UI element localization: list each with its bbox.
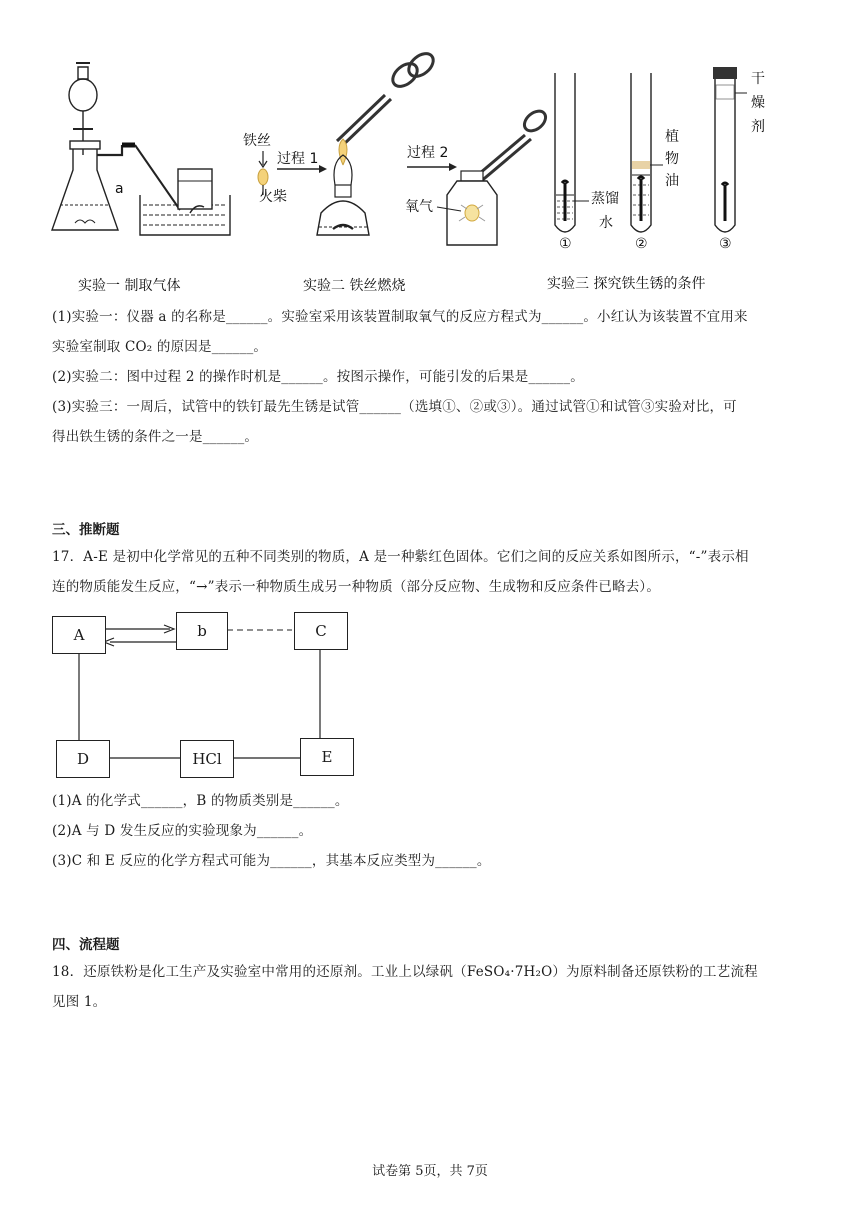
vegetable-oil-label-3: 油 [665, 173, 679, 189]
q16-line-3: (2)实验二：图中过程 2 的操作时机是______。按图示操作，可能引发的后果是______。 [52, 369, 584, 385]
experiment-figures [40, 45, 830, 295]
desiccant-label-1: 干 [751, 71, 765, 87]
tube-3-label: ③ [719, 236, 732, 252]
question-16-parts [52, 302, 812, 452]
experiment-2-apparatus [235, 45, 555, 294]
q17-sub-1: (1)A 的化学式______，B 的物质类别是______。 [52, 793, 349, 809]
tube-1-label: ① [559, 236, 572, 252]
gas-generation-apparatus-drawing [40, 45, 240, 245]
node-D: D [56, 740, 110, 778]
experiment-1-apparatus [40, 45, 240, 294]
node-b: b [176, 612, 228, 650]
node-C: C [294, 612, 348, 650]
experiment-1-caption: 实验一 制取气体 [78, 278, 181, 294]
vegetable-oil-label-1: 植 [665, 129, 679, 145]
q17-stem-line-2: 连的物质能发生反应，“→”表示一种物质生成另一种物质（部分反应物、生成物和反应条件已略去）。 [52, 579, 661, 595]
q17-reaction-diagram [52, 612, 362, 782]
desiccant-label-3: 剂 [751, 119, 765, 135]
question-18-stem [52, 957, 812, 1017]
apparatus-a-label: a [115, 181, 124, 197]
q18-line-2: 见图 1。 [52, 994, 107, 1010]
rust-condition-tubes-drawing [545, 45, 805, 255]
experiment-2-caption: 实验二 铁丝燃烧 [303, 278, 406, 294]
iron-wire-label: 铁丝 [243, 133, 271, 149]
node-E: E [300, 738, 354, 776]
step-1-label: 过程 1 [277, 151, 319, 167]
page-footer: 试卷第 5页，共 7页 [372, 1164, 488, 1179]
section-4-title: 四、流程题 [52, 937, 120, 953]
vegetable-oil-label-2: 物 [665, 151, 679, 167]
node-A: A [52, 616, 106, 654]
iron-wire-combustion-drawing [235, 45, 555, 255]
oxygen-label: 氧气 [405, 199, 433, 215]
distilled-water-label-2: 水 [599, 215, 613, 231]
q18-line-1: 18．还原铁粉是化工生产及实验室中常用的还原剂。工业上以绿矾（FeSO₄·7H₂O）为原料制备还原铁粉的工艺流程 [52, 964, 758, 980]
q16-line-5: 得出铁生锈的条件之一是______。 [52, 429, 259, 445]
match-label: 火柴 [259, 189, 287, 205]
node-HCl: HCl [180, 740, 234, 778]
q16-line-1: (1)实验一：仪器 a 的名称是______。实验室采用该装置制取氧气的反应方程式为______。小红认为该装置不宜用来 [52, 309, 748, 325]
q17-sub-3: (3)C 和 E 反应的化学方程式可能为______，其基本反应类型为______。 [52, 853, 491, 869]
experiment-3-caption: 实验三 探究铁生锈的条件 [547, 276, 706, 292]
q16-line-2: 实验室制取 CO₂ 的原因是______。 [52, 339, 268, 355]
question-17-parts [52, 786, 812, 876]
q17-stem-line-1: 17．A-E 是初中化学常见的五种不同类别的物质，A 是一种紫红色固体。它们之间的反应关系如图所示，“-”表示相 [52, 549, 749, 565]
q17-sub-2: (2)A 与 D 发生反应的实验现象为______。 [52, 823, 313, 839]
tube-2-label: ② [635, 236, 648, 252]
desiccant-label-2: 燥 [751, 95, 765, 111]
step-2-label: 过程 2 [407, 145, 449, 161]
question-17-stem [52, 542, 812, 602]
distilled-water-label-1: 蒸馏 [591, 191, 619, 207]
experiment-3-apparatus [545, 45, 805, 292]
q16-line-4: (3)实验三：一周后，试管中的铁钉最先生锈是试管______（选填①、②或③）。通过试管①和试管③实验对比，可 [52, 399, 737, 415]
section-3-title: 三、推断题 [52, 522, 120, 538]
